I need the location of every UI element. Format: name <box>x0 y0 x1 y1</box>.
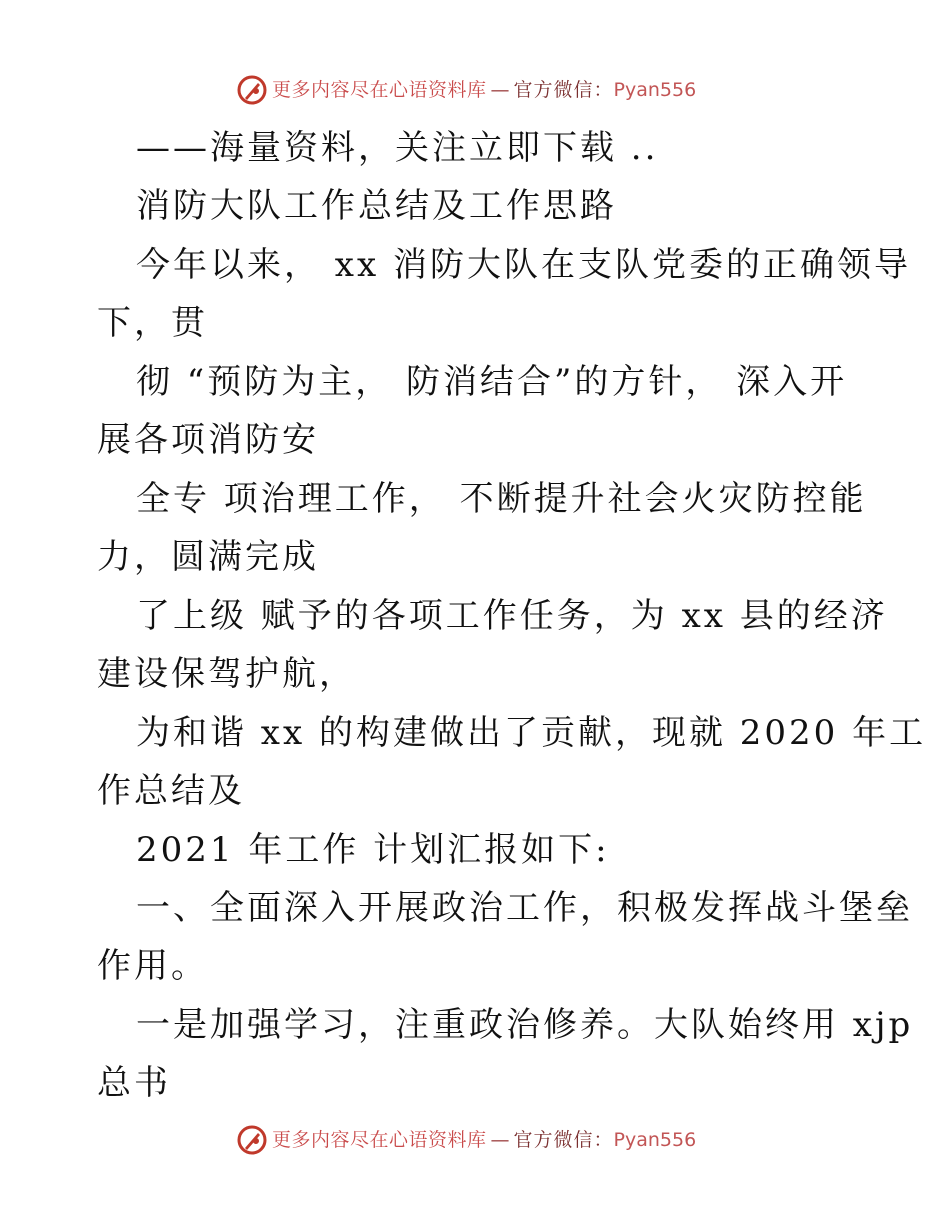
intro-line: ——海量资料，关注立即下载 .. <box>136 128 659 168</box>
paragraph-line: 全专 项治理工作， 不断提升社会火灾防控能 <box>136 479 867 519</box>
quill-seal-icon <box>236 1124 268 1156</box>
watermark-wechat-id: Pyan556 <box>613 1128 697 1151</box>
document-title: 消防大队工作总结及工作思路 <box>136 186 617 226</box>
paragraph-line: 一是加强学习，注重政治修养。大队始终用 xjp <box>136 1005 914 1045</box>
paragraph-line: 建设保驾护航， <box>97 654 356 694</box>
watermark-separator: — <box>490 1128 510 1151</box>
watermark-main-text: 更多内容尽在心语资料库 <box>272 1128 487 1151</box>
watermark-wechat-label: 官方微信： <box>513 1128 614 1151</box>
paragraph-line: 为和谐 xx 的构建做出了贡献，现就 2020 年工 <box>136 713 927 753</box>
section-heading: 作用。 <box>97 946 208 986</box>
watermark-separator: — <box>490 78 510 101</box>
watermark-main-text: 更多内容尽在心语资料库 <box>272 78 487 101</box>
section-heading: 一、全面深入开展政治工作，积极发挥战斗堡垒 <box>136 888 913 928</box>
paragraph-line: 力，圆满完成 <box>97 537 319 577</box>
watermark-banner-top <box>236 74 696 106</box>
paragraph-line: 彻 “预防为主， 防消结合”的方针， 深入开 <box>136 362 848 402</box>
paragraph-line: 下，贯 <box>97 303 208 343</box>
paragraph-line: 作总结及 <box>97 771 245 811</box>
paragraph-line: 今年以来， xx 消防大队在支队党委的正确领导 <box>136 245 911 285</box>
quill-seal-icon <box>236 74 268 106</box>
paragraph-line: 了上级 赋予的各项工作任务，为 xx 县的经济 <box>136 596 888 636</box>
paragraph-line: 总书 <box>97 1063 171 1103</box>
paragraph-line: 展各项消防安 <box>97 420 319 460</box>
watermark-wechat-label: 官方微信： <box>513 78 614 101</box>
paragraph-line: 2021 年工作 计划汇报如下: <box>136 830 610 870</box>
watermark-banner-bottom <box>236 1124 696 1156</box>
watermark-wechat-id: Pyan556 <box>613 78 697 101</box>
